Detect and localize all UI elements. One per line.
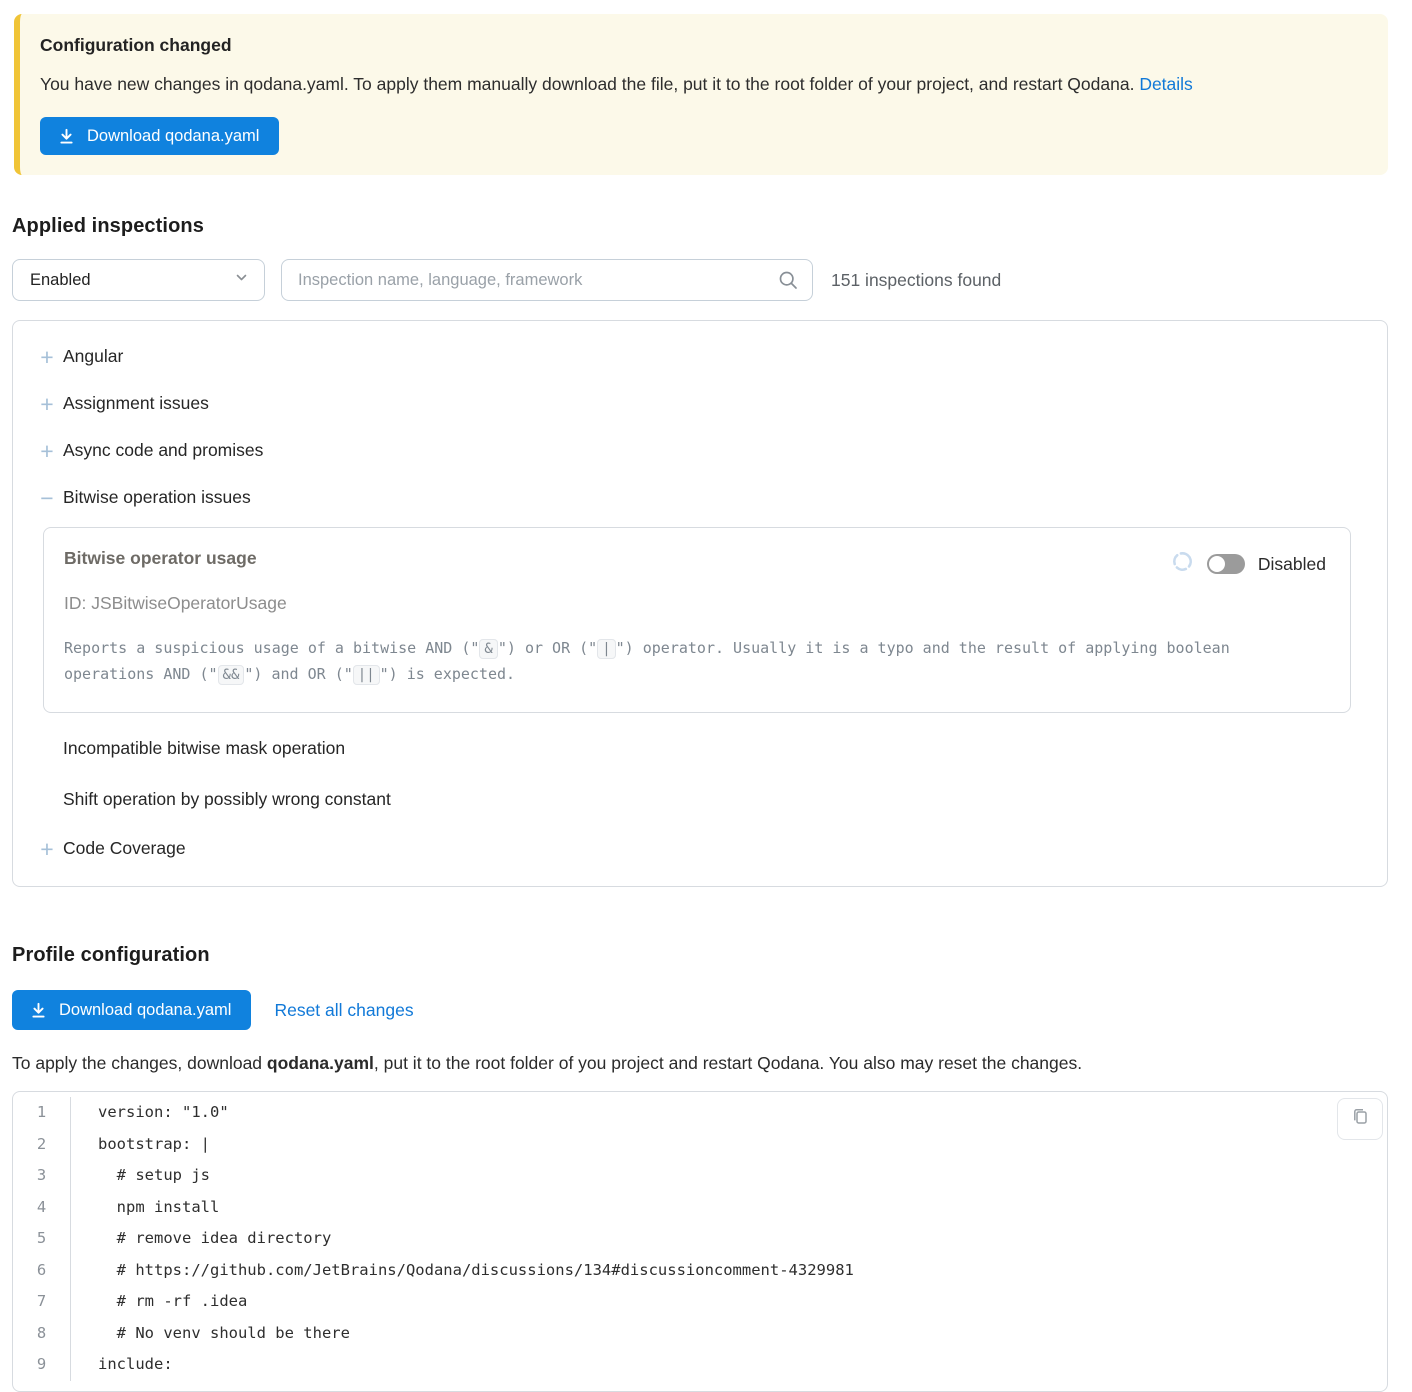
download-icon [57,127,76,146]
line-text: # remove idea directory [98,1229,332,1247]
line-number: 8 [13,1318,71,1350]
line-number: 4 [13,1192,71,1224]
group-label: Async code and promises [63,440,264,460]
line-number: 3 [13,1160,71,1192]
copy-code-button[interactable] [1337,1098,1383,1140]
code-line [13,1192,1387,1224]
details-link[interactable]: Details [1139,74,1193,94]
copy-icon [1350,1106,1371,1132]
code-line [13,1160,1387,1192]
status-label: Disabled [1257,553,1326,574]
line-text: # No venv should be there [98,1323,350,1342]
download-qodana-yaml-button[interactable] [40,117,279,155]
code-line [13,1286,1387,1318]
description-text: ") operator. Usually it is a typo and the result of applying boolean operations AND (" [64,639,1230,683]
line-text: # https://github.com/JetBrains/Qodana/discussions/134#discussioncomment-4329981 [98,1260,854,1279]
group-label: Angular [63,346,124,366]
card-header [64,548,1326,578]
configuration-changed-banner [14,14,1388,175]
description-text: ") and OR (" [244,665,353,683]
inspection-item-incompatible-bitwise-mask[interactable]: Incompatible bitwise mask operation [63,738,346,758]
line-number: 6 [13,1255,71,1287]
expand-plus-icon[interactable]: + [40,390,54,417]
expand-plus-icon[interactable]: + [40,437,54,464]
download-qodana-yaml-button[interactable] [12,990,251,1030]
line-number: 1 [13,1097,71,1129]
code-chip: && [218,665,245,685]
line-text: # rm -rf .idea [98,1292,248,1310]
line-text: version: "1.0" [98,1103,229,1121]
description-text: ") or OR (" [497,639,598,657]
collapse-minus-icon[interactable]: − [40,484,54,511]
profile-configuration-heading: Profile configuration [12,944,210,966]
inspection-status [1171,550,1326,578]
results-count: 151 inspections found [831,269,1002,290]
expand-plus-icon[interactable]: + [40,343,54,370]
qodana-yaml-editor[interactable] [12,1091,1388,1392]
group-row-async-code[interactable] [37,427,1363,474]
code-chip: & [479,639,497,659]
group-row-code-coverage[interactable] [37,825,1363,872]
inspections-panel [12,320,1388,887]
instruction-text: , put it to the root folder of you project and restart Qodana. You also may reset the changes. [373,1053,1083,1073]
description-text: ") is expected. [379,665,516,683]
line-number: 2 [13,1129,71,1161]
code-line [13,1097,1387,1129]
code-line [13,1223,1387,1255]
banner-title: Configuration changed [40,35,232,55]
bitwise-operator-usage-card [43,527,1351,713]
inspection-item-shift-operation[interactable]: Shift operation by possibly wrong constant [63,789,391,809]
inspection-search [281,259,813,301]
line-text: npm install [98,1197,220,1216]
code-line [13,1255,1387,1287]
filter-selected-value: Enabled [30,270,91,289]
reset-all-changes-link[interactable]: Reset all changes [274,999,414,1020]
enabled-filter-select[interactable] [12,259,265,301]
profile-actions [12,990,1400,1030]
apply-changes-instruction [12,1053,1400,1074]
loading-spinner-icon [1171,550,1194,578]
line-number: 7 [13,1286,71,1318]
inspection-search-input[interactable] [281,259,813,301]
inspection-id: ID: JSBitwiseOperatorUsage [64,593,287,613]
group-row-angular[interactable] [37,333,1363,380]
profile-configuration-section [12,944,1400,1392]
code-line [13,1129,1387,1161]
download-button-label: Download qodana.yaml [59,1000,232,1019]
code-chip: | [597,639,615,659]
banner-message [40,69,1330,100]
instruction-filename: qodana.yaml [266,1053,374,1073]
instruction-text: To apply the changes, download [12,1053,267,1073]
group-row-bitwise-operation-issues[interactable] [37,474,1363,521]
group-label: Bitwise operation issues [63,487,251,507]
group-row-assignment-issues[interactable] [37,380,1363,427]
group-label: Assignment issues [63,393,209,413]
banner-message-text: You have new changes in qodana.yaml. To apply them manually download the file, put it to the root folder of your project, and restart Qodana. [40,74,1135,94]
group-label: Code Coverage [63,838,186,858]
download-button-label: Download qodana.yaml [87,126,260,145]
line-number: 5 [13,1223,71,1255]
code-line [13,1318,1387,1350]
download-icon [29,1001,48,1020]
line-text: include: [98,1355,173,1373]
applied-inspections-heading: Applied inspections [12,215,204,237]
expand-plus-icon[interactable]: + [40,835,54,862]
line-text: # setup js [98,1166,210,1184]
inspection-title: Bitwise operator usage [64,548,257,568]
inspection-toggle[interactable] [1207,554,1245,574]
search-icon [777,269,799,296]
line-number: 9 [13,1349,71,1381]
description-text: Reports a suspicious usage of a bitwise AND (" [64,639,480,657]
code-lines [13,1097,1387,1381]
code-chip: || [353,665,380,685]
inspection-description [64,636,1326,688]
inspections-controls [12,259,1400,301]
code-line [13,1349,1387,1381]
line-text: bootstrap: | [98,1134,210,1153]
chevron-down-icon [234,270,249,290]
toggle-knob [1209,556,1225,572]
